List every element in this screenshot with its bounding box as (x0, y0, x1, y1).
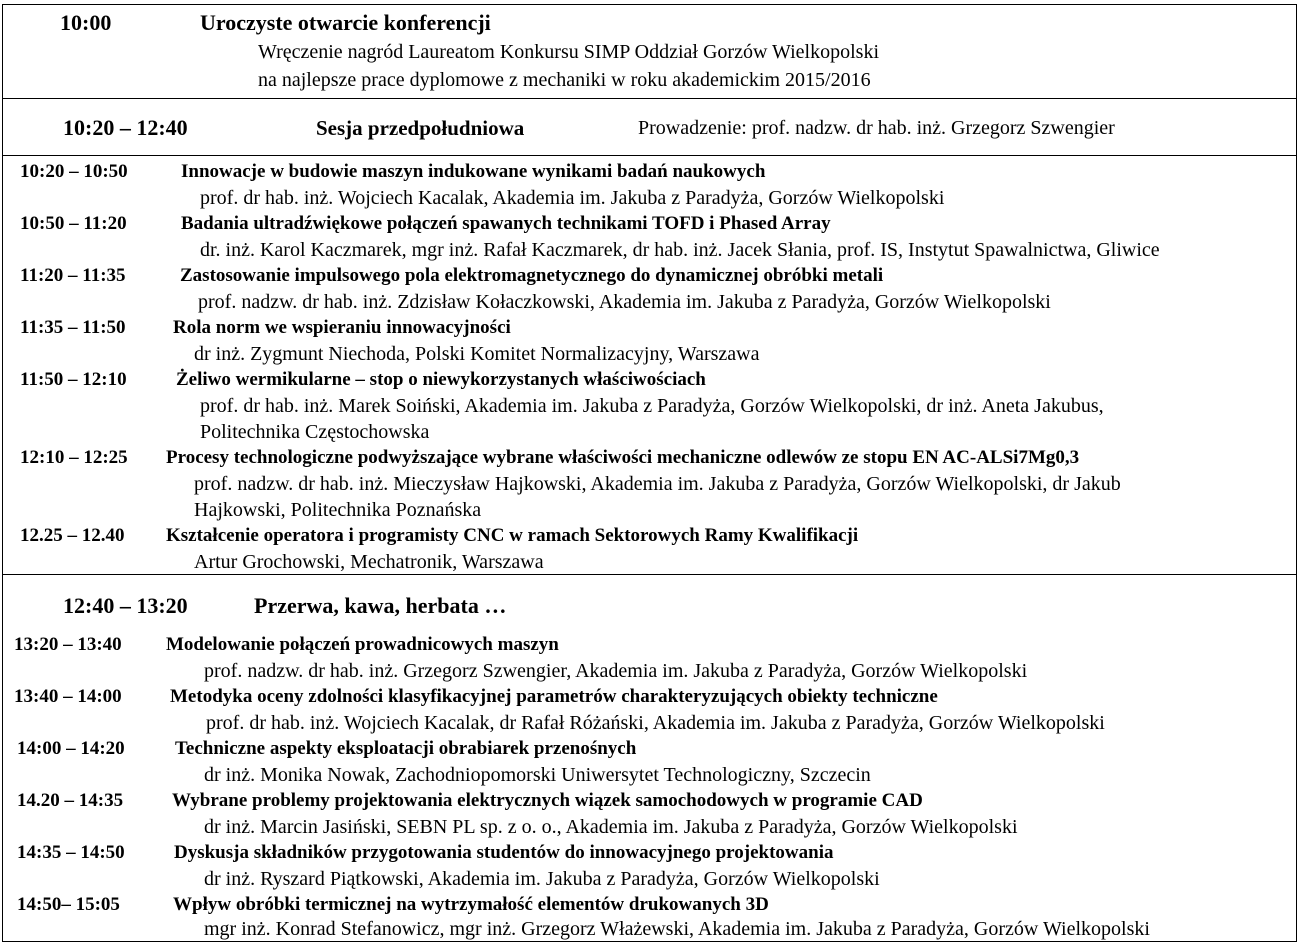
talk-authors: prof. nadzw. dr hab. inż. Grzegorz Szwengier, Akademia im. Jakuba z Paradyża, Gorzów Wielkopolski (204, 660, 1028, 682)
break-time: 12:40 – 13:20 (63, 593, 188, 618)
talk-time: 14:35 – 14:50 (17, 842, 125, 863)
talk-title: Wybrane problemy projektowania elektrycznych wiązek samochodowych w programie CAD (172, 790, 923, 811)
break-title: Przerwa, kawa, herbata … (254, 593, 507, 618)
talk-authors: mgr inż. Konrad Stefanowicz, mgr inż. Grzegorz Włażewski, Akademia im. Jakuba z Paradyża, Gorzów Wielkopolski (204, 918, 1150, 940)
talk-title: Wpływ obróbki termicznej na wytrzymałość elementów drukowanych 3D (173, 894, 769, 915)
opening-line-1: Wręczenie nagród Laureatom Konkursu SIMP Oddział Gorzów Wielkopolski (258, 41, 880, 63)
talk-title: Kształcenie operatora i programisty CNC w ramach Sektorowych Ramy Kwalifikacji (166, 525, 859, 546)
talk-authors: Artur Grochowski, Mechatronik, Warszawa (194, 551, 544, 573)
talk-time: 11:50 – 12:10 (20, 369, 127, 390)
talk-title: Badania ultradźwiękowe połączeń spawanych technikami TOFD i Phased Array (181, 213, 831, 234)
opening-line-2: na najlepsze prace dyplomowe z mechaniki w roku akademickim 2015/2016 (258, 69, 871, 91)
talk-authors: prof. dr hab. inż. Wojciech Kacalak, Akademia im. Jakuba z Paradyża, Gorzów Wielkopolski (200, 187, 945, 209)
talk-authors: prof. dr hab. inż. Wojciech Kacalak, dr Rafał Różański, Akademia im. Jakuba z Paradyża, Gorzów Wielkopolski (206, 712, 1105, 734)
talk-time: 12:10 – 12:25 (20, 447, 128, 468)
talk-title: Metodyka oceny zdolności klasyfikacyjnej parametrów charakteryzujących obiekty techniczne (170, 686, 938, 707)
talk-authors: dr inż. Marcin Jasiński, SEBN PL sp. z o. o., Akademia im. Jakuba z Paradyża, Gorzów Wielkopolski (204, 816, 1018, 838)
talk-authors: prof. nadzw. dr hab. inż. Zdzisław Kołaczkowski, Akademia im. Jakuba z Paradyża, Gorzów Wielkopolski (198, 291, 1051, 313)
talk-title: Innowacje w budowie maszyn indukowane wynikami badań naukowych (181, 161, 766, 182)
morning-session-time: 10:20 – 12:40 (63, 115, 188, 140)
talk-time: 11:35 – 11:50 (20, 317, 126, 338)
talk-time: 12.25 – 12.40 (20, 525, 125, 546)
row-divider (2, 155, 1297, 156)
talk-title: Rola norm we wspieraniu innowacyjności (173, 317, 511, 338)
morning-session-chair: Prowadzenie: prof. nadzw. dr hab. inż. Grzegorz Szwengier (638, 117, 1115, 139)
talk-title: Dyskusja składników przygotowania studentów do innowacyjnego projektowania (174, 842, 834, 863)
opening-time: 10:00 (60, 10, 112, 35)
talk-time: 10:50 – 11:20 (20, 213, 127, 234)
talk-time: 10:20 – 10:50 (20, 161, 128, 182)
talk-authors: prof. nadzw. dr hab. inż. Mieczysław Hajkowski, Akademia im. Jakuba z Paradyża, Gorzów Wielkopolski, dr Jakub (194, 473, 1121, 495)
talk-time: 14:50– 15:05 (17, 894, 120, 915)
talk-time: 13:40 – 14:00 (14, 686, 122, 707)
talk-time: 11:20 – 11:35 (20, 265, 126, 286)
talk-title: Zastosowanie impulsowego pola elektromagnetycznego do dynamicznej obróbki metali (180, 265, 884, 286)
morning-session-title: Sesja przedpołudniowa (316, 116, 525, 140)
row-divider (2, 574, 1297, 575)
talk-time: 13:20 – 13:40 (14, 634, 122, 655)
talk-authors: dr inż. Zygmunt Niechoda, Polski Komitet Normalizacyjny, Warszawa (194, 343, 760, 365)
talk-authors: Hajkowski, Politechnika Poznańska (194, 499, 482, 521)
talk-authors: Politechnika Częstochowska (200, 421, 430, 443)
talk-title: Żeliwo wermikularne – stop o niewykorzystanych właściwościach (176, 369, 706, 390)
talk-title: Modelowanie połączeń prowadnicowych maszyn (166, 634, 559, 655)
talk-authors: prof. dr hab. inż. Marek Soiński, Akademia im. Jakuba z Paradyża, Gorzów Wielkopolski, dr inż. Aneta Jakubus, (200, 395, 1104, 417)
talk-time: 14:00 – 14:20 (17, 738, 125, 759)
talk-title: Procesy technologiczne podwyższające wybrane właściwości mechaniczne odlewów ze stopu EN AC-ALSi7Mg0,3 (166, 447, 1080, 468)
talk-authors: dr inż. Ryszard Piątkowski, Akademia im. Jakuba z Paradyża, Gorzów Wielkopolski (204, 868, 880, 890)
opening-title: Uroczyste otwarcie konferencji (200, 10, 491, 35)
talk-title: Techniczne aspekty eksploatacji obrabiarek przenośnych (175, 738, 637, 759)
talk-time: 14.20 – 14:35 (17, 790, 124, 811)
talk-authors: dr inż. Monika Nowak, Zachodniopomorski Uniwersytet Technologiczny, Szczecin (204, 764, 871, 786)
talk-authors: dr. inż. Karol Kaczmarek, mgr inż. Rafał Kaczmarek, dr hab. inż. Jacek Słania, prof. IS, Instytut Spawalnictwa, Gliwice (200, 239, 1160, 261)
row-divider (2, 98, 1297, 99)
